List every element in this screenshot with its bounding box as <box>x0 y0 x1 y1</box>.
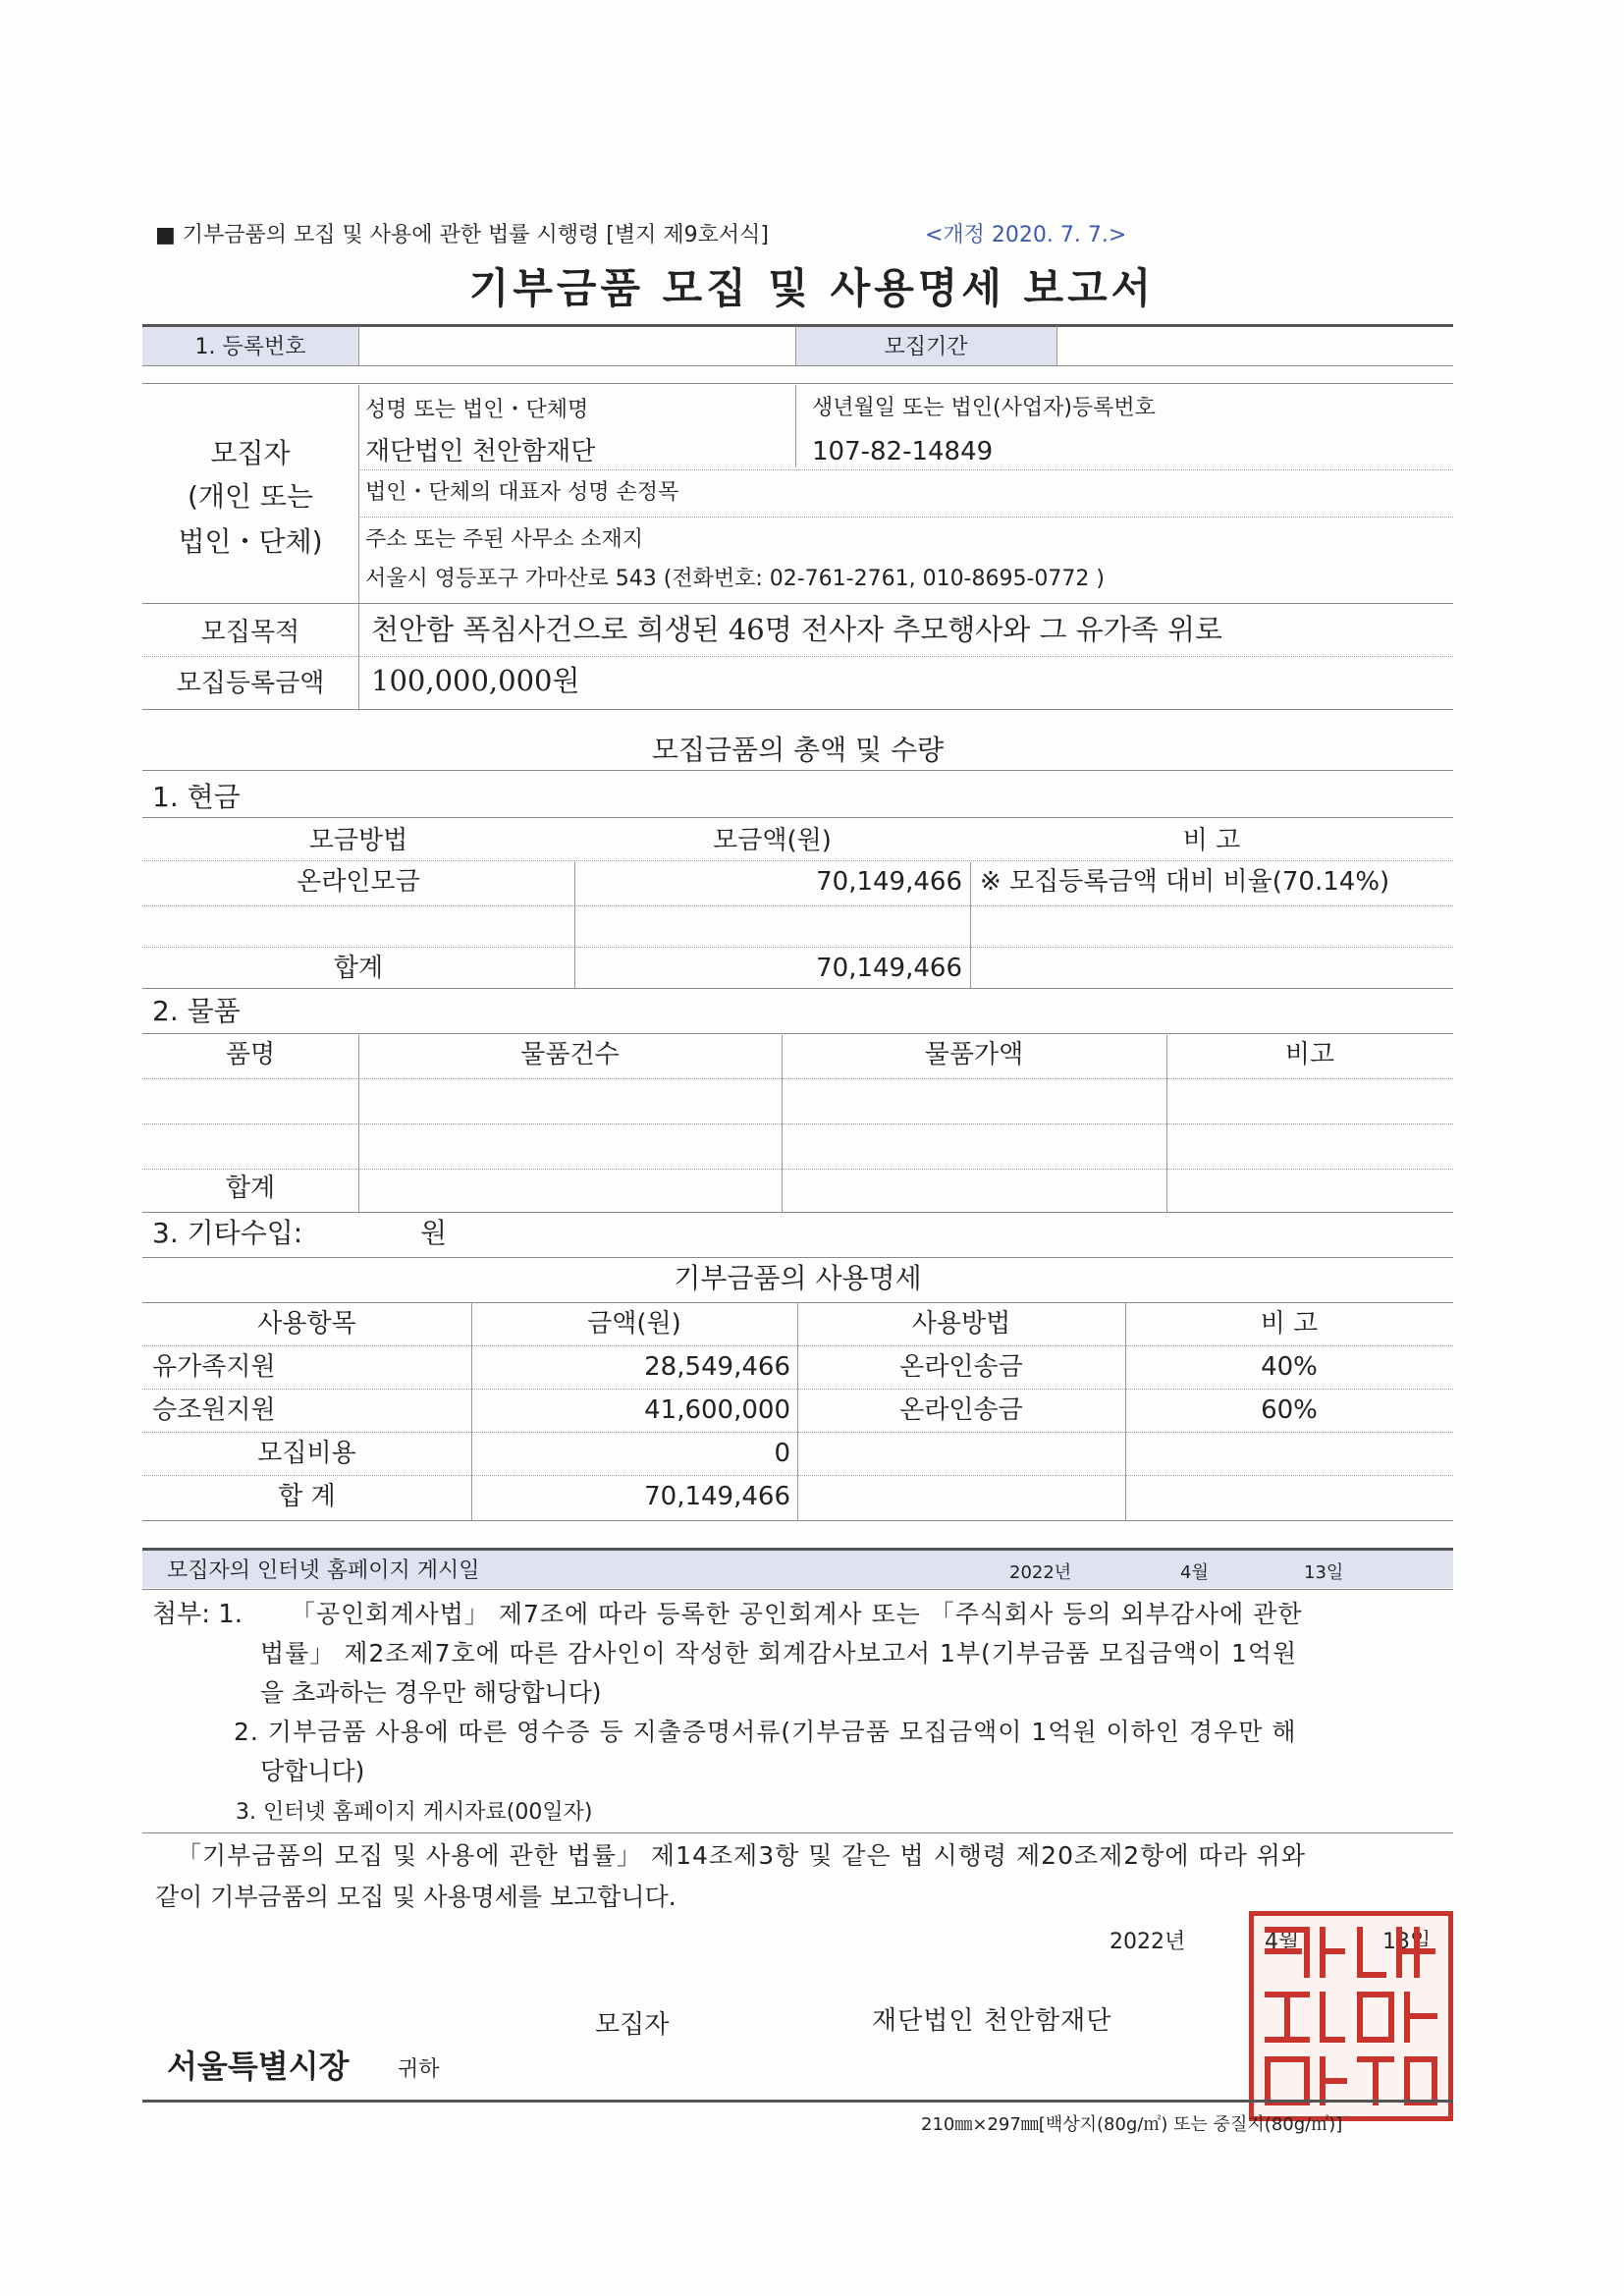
regno-label: 생년월일 또는 법인(사업자)등록번호 <box>812 396 1156 420</box>
registered-amount-value: 100,000,000원 <box>371 664 580 697</box>
cash-row-amount: 70,149,466 <box>816 867 962 897</box>
goods-total-label: 합계 <box>225 1174 276 1203</box>
cash-row-note: ※ 모집등록금액 대비 비율(70.14%) <box>980 867 1390 897</box>
attachment-1-line-1: 「공인회계사법」 제7조에 따라 등록한 공인회계사 또는 「주식회사 등의 외부감사에 관한 <box>291 1600 1303 1628</box>
usage-row-method: 온라인송금 <box>899 1352 1023 1382</box>
signature-recruiter-label: 모집자 <box>595 2010 670 2040</box>
usage-header-amount: 금액(원) <box>587 1309 681 1339</box>
posting-label: 모집자의 인터넷 홈페이지 게시일 <box>167 1558 480 1583</box>
other-income-unit: 원 <box>420 1217 448 1249</box>
name-value: 재단법인 천안함재단 <box>365 437 596 466</box>
seal-glyphs-icon <box>1254 1916 1448 2116</box>
recruiter-label-2: (개인 또는 <box>187 480 314 513</box>
cash-header-method: 모금방법 <box>308 826 408 855</box>
cash-header-amount: 모금액(원) <box>713 826 832 855</box>
registration-period-label: 모집기간 <box>884 335 968 359</box>
goods-header-count: 물품건수 <box>520 1040 620 1069</box>
other-income-label: 3. 기타수입: <box>152 1217 303 1249</box>
usage-header-method: 사용방법 <box>911 1309 1011 1339</box>
cash-section-label: 1. 현금 <box>152 781 241 813</box>
document-title: 기부금품 모집 및 사용명세 보고서 <box>468 264 1156 312</box>
regno-value: 107-82-14849 <box>812 437 994 466</box>
form-reference: ■ 기부금품의 모집 및 사용에 관한 법률 시행령 [별지 제9호서식] <box>155 223 769 247</box>
usage-row-item: 모집비용 <box>257 1439 356 1468</box>
usage-total-label: 합 계 <box>278 1482 336 1511</box>
attachment-3: 3. 인터넷 홈페이지 게시자료(00일자) <box>236 1800 593 1825</box>
official-seal <box>1249 1911 1453 2121</box>
goods-section-label: 2. 물품 <box>152 995 241 1027</box>
attachment-2-line-1: 2. 기부금품 사용에 따른 영수증 등 지출증명서류(기부금품 모집금액이 1억원 이하인 경우만 해 <box>234 1718 1297 1746</box>
registration-period-cell <box>1056 326 1453 365</box>
attachment-2-line-2: 당합니다) <box>260 1757 365 1785</box>
recipient-suffix: 귀하 <box>398 2057 440 2082</box>
usage-total-amount: 70,149,466 <box>644 1482 790 1511</box>
posting-month: 4월 <box>1180 1562 1209 1583</box>
address-label: 주소 또는 주된 사무소 소재지 <box>365 527 643 552</box>
usage-row-method: 온라인송금 <box>899 1395 1023 1425</box>
cash-row-method: 온라인모금 <box>297 867 420 897</box>
cash-header-note: 비 고 <box>1182 826 1241 855</box>
usage-row-item: 승조원지원 <box>152 1395 276 1425</box>
address-value: 서울시 영등포구 가마산로 543 (전화번호: 02-761-2761, 010-8695-0772 ) <box>365 567 1105 591</box>
purpose-value: 천안함 폭침사건으로 희생된 46명 전사자 추모행사와 그 유가족 위로 <box>371 613 1223 646</box>
usage-row-note: 60% <box>1261 1395 1318 1425</box>
registration-number-cell <box>358 326 795 365</box>
registered-amount-label: 모집등록금액 <box>176 669 325 698</box>
recruiter-label-1: 모집자 <box>210 437 291 469</box>
usage-title: 기부금품의 사용명세 <box>674 1262 922 1294</box>
signature-year: 2022년 <box>1110 1930 1186 1954</box>
cash-total-label: 합계 <box>333 954 384 983</box>
goods-header-name: 품명 <box>225 1040 276 1069</box>
cash-total-amount: 70,149,466 <box>816 954 962 983</box>
signature-recruiter-value: 재단법인 천안함재단 <box>872 2006 1112 2036</box>
attachment-1-line-2: 법률」 제2조제7호에 따른 감사인이 작성한 회계감사보고서 1부(기부금품 모집금액이 1억원 <box>260 1639 1298 1667</box>
attachment-1-line-3: 을 초과하는 경우만 해당합니다) <box>260 1678 602 1707</box>
goods-header-value: 물품가액 <box>924 1040 1024 1069</box>
usage-row-amount: 0 <box>774 1439 790 1468</box>
name-label: 성명 또는 법인・단체명 <box>365 398 589 422</box>
signature-month: 4월 <box>1265 1930 1300 1954</box>
paper-spec: 210㎜×297㎜[백상지(80g/㎡) 또는 중질지(80g/㎡)] <box>921 2114 1343 2135</box>
usage-row-amount: 41,600,000 <box>644 1395 790 1425</box>
recruiter-label-3: 법인・단체) <box>178 525 323 558</box>
registration-number-label: 1. 등록번호 <box>194 335 306 359</box>
representative-line: 법인・단체의 대표자 성명 손정목 <box>365 480 679 505</box>
usage-row-item: 유가족지원 <box>152 1352 276 1382</box>
recipient-name: 서울특별시장 <box>167 2048 350 2085</box>
revision-date: <개정 2020. 7. 7.> <box>925 223 1127 247</box>
signature-day: 13일 <box>1382 1930 1432 1954</box>
usage-row-amount: 28,549,466 <box>644 1352 790 1382</box>
posting-year: 2022년 <box>1009 1562 1072 1583</box>
statement-line-1: 「기부금품의 모집 및 사용에 관한 법률」 제14조제3항 및 같은 법 시행령 제20조제2항에 따라 위와 <box>177 1841 1306 1870</box>
attachments-prefix: 첨부: 1. <box>152 1600 244 1629</box>
goods-header-note: 비고 <box>1284 1040 1335 1069</box>
usage-header-note: 비 고 <box>1260 1309 1319 1339</box>
totals-title: 모집금품의 총액 및 수량 <box>651 734 945 766</box>
usage-row-note: 40% <box>1261 1352 1318 1382</box>
purpose-label: 모집목적 <box>200 618 300 647</box>
statement-line-2: 같이 기부금품의 모집 및 사용명세를 보고합니다. <box>155 1883 677 1911</box>
usage-header-item: 사용항목 <box>257 1309 356 1339</box>
posting-day: 13일 <box>1304 1562 1344 1583</box>
